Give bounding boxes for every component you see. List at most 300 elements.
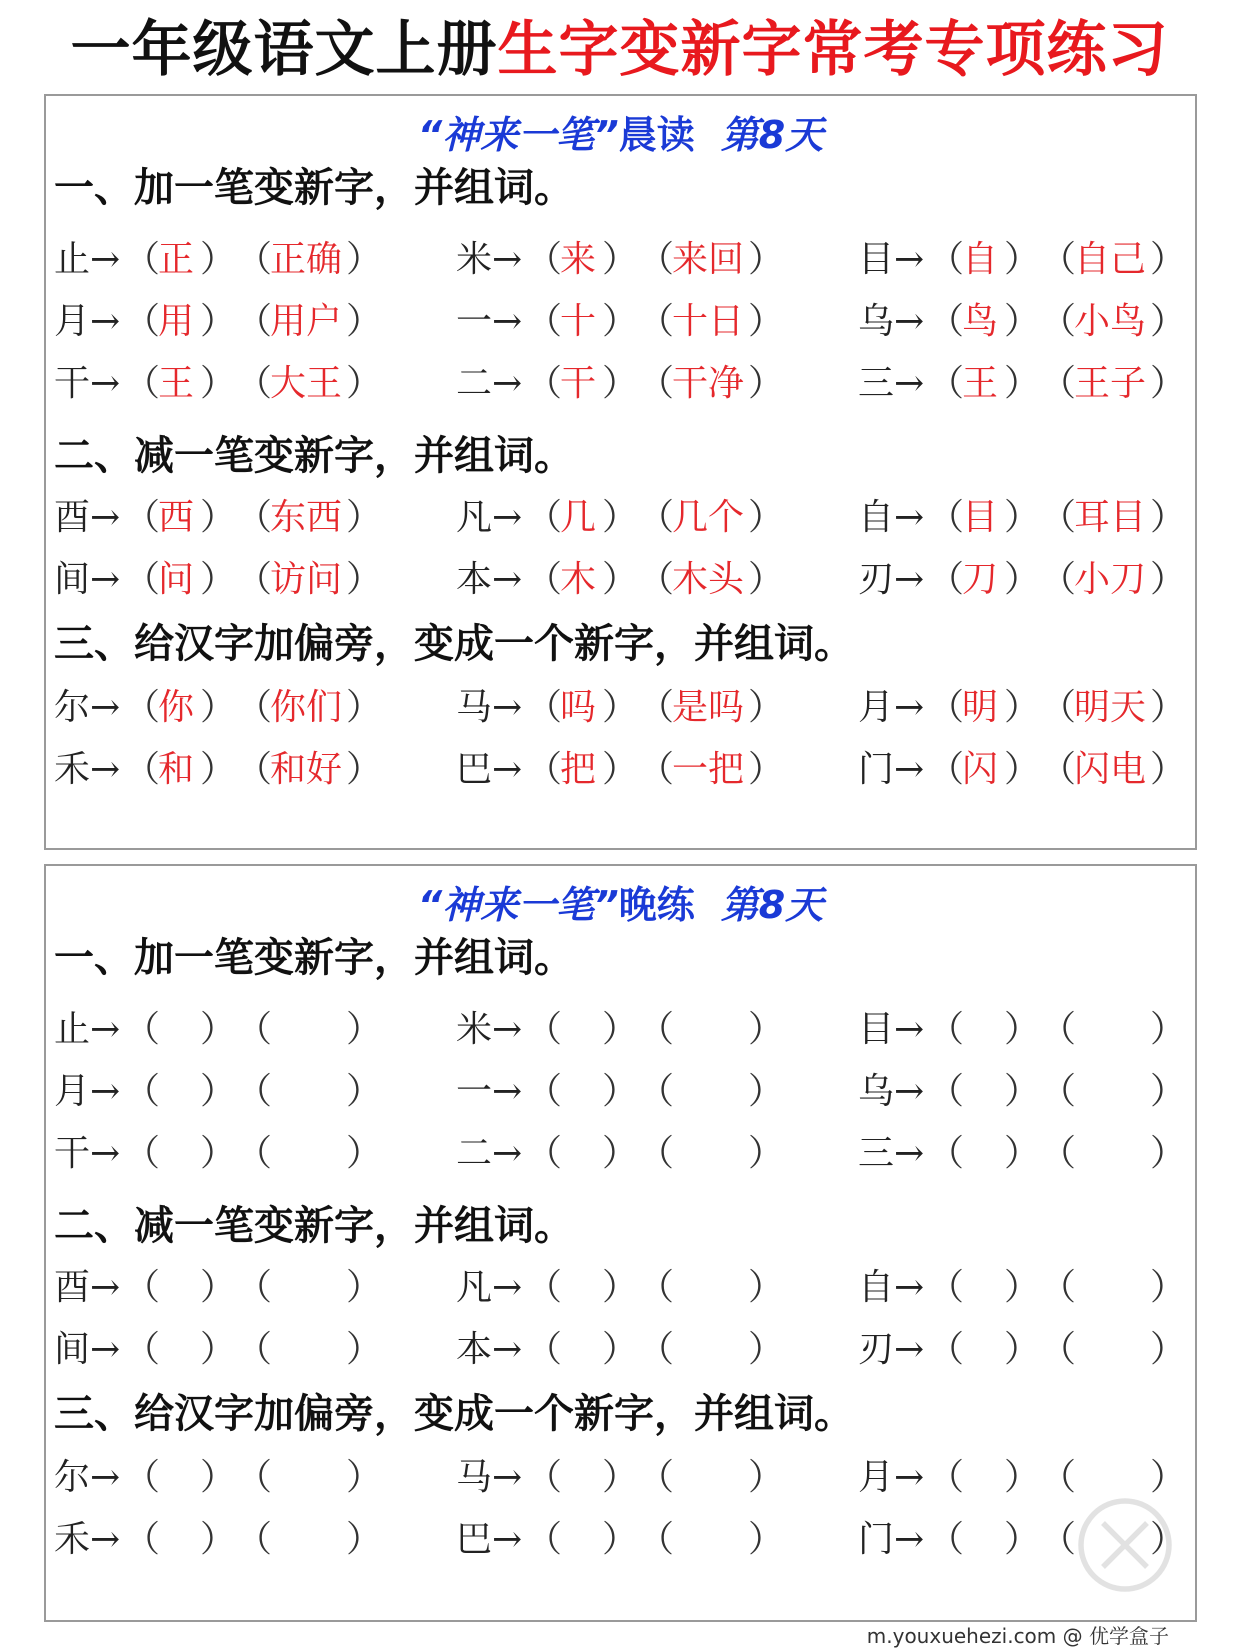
arrow-symbol: → — [492, 1133, 523, 1174]
paren-close: ） — [346, 497, 383, 538]
paren-close: ） — [748, 1133, 785, 1174]
paren-close: ） — [1150, 749, 1187, 790]
arrow-symbol: → — [894, 1133, 925, 1174]
paren-open: （ — [638, 1133, 675, 1174]
source-char: 酉 — [54, 1267, 91, 1308]
paren-close: ） — [1150, 687, 1187, 728]
paren-open: （ — [526, 749, 563, 790]
arrow-symbol: → — [492, 687, 523, 728]
arrow-symbol: → — [894, 1071, 925, 1112]
paren-close: ） — [346, 1329, 383, 1370]
paren-close: ） — [346, 363, 383, 404]
paren-close: ） — [748, 749, 785, 790]
answer-char: 和 — [158, 749, 195, 790]
answer-word: 用户 — [270, 301, 343, 342]
source-char: 月 — [54, 1071, 91, 1112]
page-title-topic: 生字变新字常考专项练习 — [497, 15, 1169, 85]
source-char: 月 — [858, 1457, 895, 1498]
arrow-symbol: → — [492, 559, 523, 600]
paren-open: （ — [124, 1267, 161, 1308]
paren-open: （ — [928, 239, 965, 280]
answer-word: 正确 — [270, 239, 343, 280]
arrow-symbol: → — [894, 363, 925, 404]
paren-close: ） — [602, 687, 639, 728]
paren-open: （ — [1040, 749, 1077, 790]
paren-open: （ — [928, 1519, 965, 1560]
section-heading: 二、减一笔变新字，并组词。 — [54, 433, 574, 479]
answer-char: 来 — [560, 239, 597, 280]
paren-close: ） — [1004, 301, 1041, 342]
paren-close: ） — [1004, 1519, 1041, 1560]
exercise-row — [46, 1006, 1195, 1054]
answer-word: 明天 — [1074, 687, 1147, 728]
paren-close: ） — [1150, 1009, 1187, 1050]
paren-open: （ — [124, 239, 161, 280]
paren-open: （ — [928, 1457, 965, 1498]
source-char: 三 — [858, 1133, 895, 1174]
exercise-row — [46, 556, 1195, 604]
source-char: 门 — [858, 1519, 895, 1560]
paren-open: （ — [236, 1457, 273, 1498]
paren-open: （ — [236, 687, 273, 728]
section-heading: 一、加一笔变新字，并组词。 — [54, 935, 574, 981]
arrow-symbol: → — [90, 497, 121, 538]
paren-open: （ — [1040, 1071, 1077, 1112]
paren-close: ） — [602, 749, 639, 790]
paren-close: ） — [346, 1133, 383, 1174]
answer-word: 访问 — [270, 559, 343, 600]
arrow-symbol: → — [90, 1009, 121, 1050]
answer-word: 干净 — [672, 363, 745, 404]
exercise-row — [46, 1326, 1195, 1374]
section-heading: 二、减一笔变新字，并组词。 — [54, 1203, 574, 1249]
paren-open: （ — [236, 1071, 273, 1112]
paren-close: ） — [346, 749, 383, 790]
paren-open: （ — [236, 1267, 273, 1308]
paren-close: ） — [1150, 1071, 1187, 1112]
paren-close: ） — [1004, 749, 1041, 790]
paren-close: ） — [602, 1457, 639, 1498]
paren-open: （ — [526, 301, 563, 342]
answer-char: 干 — [560, 363, 597, 404]
panel-kind: 晚练 — [618, 883, 695, 927]
paren-open: （ — [124, 1519, 161, 1560]
source-char: 间 — [54, 559, 91, 600]
paren-close: ） — [200, 1519, 237, 1560]
arrow-symbol: → — [492, 497, 523, 538]
paren-open: （ — [928, 363, 965, 404]
exercise-row — [46, 1454, 1195, 1502]
answer-char: 明 — [962, 687, 999, 728]
paren-open: （ — [638, 363, 675, 404]
paren-open: （ — [928, 749, 965, 790]
paren-close: ） — [748, 1329, 785, 1370]
answer-word: 王子 — [1074, 363, 1147, 404]
paren-open: （ — [638, 1519, 675, 1560]
paren-close: ） — [1004, 1457, 1041, 1498]
paren-open: （ — [124, 363, 161, 404]
answer-word: 闪电 — [1074, 749, 1147, 790]
paren-open: （ — [526, 239, 563, 280]
paren-open: （ — [638, 1457, 675, 1498]
quote-open: “ — [417, 113, 443, 157]
paren-open: （ — [638, 749, 675, 790]
paren-close: ） — [602, 1133, 639, 1174]
exercise-row — [46, 298, 1195, 346]
paren-close: ） — [602, 363, 639, 404]
paren-open: （ — [1040, 1519, 1077, 1560]
source-char: 月 — [54, 301, 91, 342]
paren-close: ） — [200, 1457, 237, 1498]
answer-char: 王 — [158, 363, 195, 404]
source-char: 马 — [456, 1457, 493, 1498]
arrow-symbol: → — [90, 687, 121, 728]
paren-close: ） — [1150, 1267, 1187, 1308]
morning-panel-title — [46, 112, 1195, 158]
paren-open: （ — [928, 1133, 965, 1174]
paren-close: ） — [200, 1071, 237, 1112]
paren-close: ） — [602, 1071, 639, 1112]
paren-open: （ — [638, 1071, 675, 1112]
watermark-logo-icon — [1070, 1490, 1180, 1600]
answer-char: 用 — [158, 301, 195, 342]
arrow-symbol: → — [492, 1329, 523, 1370]
paren-close: ） — [748, 559, 785, 600]
source-char: 尔 — [54, 1457, 91, 1498]
paren-open: （ — [526, 687, 563, 728]
source-char: 一 — [456, 301, 493, 342]
quote-close: ” — [594, 883, 619, 927]
paren-open: （ — [124, 1457, 161, 1498]
answer-word: 耳目 — [1074, 497, 1147, 538]
source-char: 巴 — [456, 1519, 493, 1560]
paren-close: ） — [1150, 1133, 1187, 1174]
source-char: 间 — [54, 1329, 91, 1370]
paren-close: ） — [346, 1519, 383, 1560]
paren-open: （ — [928, 1071, 965, 1112]
answer-word: 几个 — [672, 497, 745, 538]
answer-char: 自 — [962, 239, 999, 280]
source-char: 禾 — [54, 1519, 91, 1560]
evening-panel-title — [46, 882, 1195, 928]
paren-close: ） — [1004, 1267, 1041, 1308]
paren-open: （ — [526, 363, 563, 404]
paren-open: （ — [526, 559, 563, 600]
paren-open: （ — [236, 1133, 273, 1174]
paren-close: ） — [602, 1009, 639, 1050]
source-char: 尔 — [54, 687, 91, 728]
paren-open: （ — [526, 1457, 563, 1498]
paren-open: （ — [638, 239, 675, 280]
arrow-symbol: → — [90, 1267, 121, 1308]
source-char: 月 — [858, 687, 895, 728]
paren-close: ） — [1004, 687, 1041, 728]
paren-open: （ — [1040, 1267, 1077, 1308]
paren-open: （ — [638, 1267, 675, 1308]
arrow-symbol: → — [492, 363, 523, 404]
paren-open: （ — [236, 1329, 273, 1370]
answer-char: 你 — [158, 687, 195, 728]
paren-open: （ — [638, 497, 675, 538]
answer-char: 闪 — [962, 749, 999, 790]
paren-close: ） — [200, 363, 237, 404]
paren-close: ） — [748, 687, 785, 728]
source-char: 禾 — [54, 749, 91, 790]
answer-word: 是吗 — [672, 687, 745, 728]
arrow-symbol: → — [90, 559, 121, 600]
paren-close: ） — [602, 239, 639, 280]
paren-open: （ — [236, 1519, 273, 1560]
paren-open: （ — [526, 1267, 563, 1308]
paren-close: ） — [200, 687, 237, 728]
quote-close: ” — [594, 113, 619, 157]
paren-close: ） — [200, 1133, 237, 1174]
paren-open: （ — [124, 687, 161, 728]
paren-close: ） — [1004, 1009, 1041, 1050]
source-char: 门 — [858, 749, 895, 790]
paren-close: ） — [602, 301, 639, 342]
arrow-symbol: → — [894, 1009, 925, 1050]
panel-day: 第8天 — [720, 883, 824, 927]
paren-close: ） — [200, 1009, 237, 1050]
answer-char: 问 — [158, 559, 195, 600]
paren-open: （ — [1040, 301, 1077, 342]
answer-char: 十 — [560, 301, 597, 342]
paren-open: （ — [526, 1519, 563, 1560]
paren-open: （ — [1040, 1457, 1077, 1498]
answer-word: 来回 — [672, 239, 745, 280]
source-char: 米 — [456, 239, 493, 280]
paren-close: ） — [748, 363, 785, 404]
paren-close: ） — [748, 1009, 785, 1050]
answer-word: 小鸟 — [1074, 301, 1147, 342]
arrow-symbol: → — [894, 687, 925, 728]
paren-close: ） — [346, 687, 383, 728]
arrow-symbol: → — [90, 239, 121, 280]
paren-open: （ — [1040, 559, 1077, 600]
arrow-symbol: → — [492, 239, 523, 280]
source-char: 止 — [54, 239, 91, 280]
answer-char: 目 — [962, 497, 999, 538]
paren-open: （ — [928, 559, 965, 600]
exercise-row — [46, 494, 1195, 542]
answer-char: 刀 — [962, 559, 999, 600]
morning-panel — [44, 94, 1197, 850]
source-char: 止 — [54, 1009, 91, 1050]
arrow-symbol: → — [894, 749, 925, 790]
paren-open: （ — [928, 497, 965, 538]
paren-open: （ — [236, 749, 273, 790]
paren-open: （ — [124, 301, 161, 342]
answer-word: 自己 — [1074, 239, 1147, 280]
panel-name: 神来一笔 — [442, 113, 595, 157]
paren-close: ） — [748, 1519, 785, 1560]
paren-open: （ — [1040, 239, 1077, 280]
paren-close: ） — [1150, 1457, 1187, 1498]
evening-panel — [44, 864, 1197, 1622]
paren-close: ） — [346, 1267, 383, 1308]
answer-char: 木 — [560, 559, 597, 600]
paren-close: ） — [346, 559, 383, 600]
source-char: 干 — [54, 363, 91, 404]
exercise-row — [46, 746, 1195, 794]
arrow-symbol: → — [894, 497, 925, 538]
source-char: 酉 — [54, 497, 91, 538]
paren-open: （ — [1040, 1009, 1077, 1050]
paren-open: （ — [928, 301, 965, 342]
arrow-symbol: → — [894, 1519, 925, 1560]
paren-close: ） — [1004, 497, 1041, 538]
answer-char: 王 — [962, 363, 999, 404]
source-char: 目 — [858, 239, 895, 280]
paren-close: ） — [346, 1071, 383, 1112]
paren-open: （ — [928, 1267, 965, 1308]
answer-char: 鸟 — [962, 301, 999, 342]
paren-open: （ — [236, 301, 273, 342]
paren-close: ） — [1150, 363, 1187, 404]
arrow-symbol: → — [492, 1457, 523, 1498]
arrow-symbol: → — [492, 1519, 523, 1560]
answer-word: 木头 — [672, 559, 745, 600]
page-title-main: 一年级语文上册 — [70, 15, 498, 85]
paren-open: （ — [124, 1133, 161, 1174]
paren-open: （ — [928, 1009, 965, 1050]
source-char: 本 — [456, 559, 493, 600]
footer-credit: m.youxuehezi.com @ 优学盒子 — [866, 1624, 1169, 1648]
source-char: 本 — [456, 1329, 493, 1370]
paren-close: ） — [346, 1457, 383, 1498]
paren-open: （ — [1040, 1133, 1077, 1174]
source-char: 乌 — [858, 1071, 895, 1112]
exercise-row — [46, 1516, 1195, 1564]
answer-word: 和好 — [270, 749, 343, 790]
source-char: 三 — [858, 363, 895, 404]
paren-close: ） — [748, 301, 785, 342]
paren-close: ） — [748, 1071, 785, 1112]
arrow-symbol: → — [90, 363, 121, 404]
panel-name: 神来一笔 — [442, 883, 595, 927]
paren-open: （ — [236, 363, 273, 404]
arrow-symbol: → — [492, 1009, 523, 1050]
paren-close: ） — [602, 1329, 639, 1370]
paren-close: ） — [200, 559, 237, 600]
paren-close: ） — [346, 239, 383, 280]
answer-word: 大王 — [270, 363, 343, 404]
answer-word: 十日 — [672, 301, 745, 342]
paren-close: ） — [1004, 239, 1041, 280]
answer-char: 几 — [560, 497, 597, 538]
source-char: 米 — [456, 1009, 493, 1050]
paren-open: （ — [1040, 687, 1077, 728]
arrow-symbol: → — [492, 1071, 523, 1112]
paren-close: ） — [1150, 239, 1187, 280]
source-char: 目 — [858, 1009, 895, 1050]
paren-open: （ — [236, 559, 273, 600]
arrow-symbol: → — [894, 1329, 925, 1370]
paren-open: （ — [638, 301, 675, 342]
paren-open: （ — [638, 1009, 675, 1050]
source-char: 凡 — [456, 497, 493, 538]
paren-open: （ — [124, 497, 161, 538]
paren-open: （ — [1040, 1329, 1077, 1370]
paren-open: （ — [638, 1329, 675, 1370]
source-char: 一 — [456, 1071, 493, 1112]
paren-close: ） — [1150, 497, 1187, 538]
answer-char: 吗 — [560, 687, 597, 728]
paren-open: （ — [638, 559, 675, 600]
panel-kind: 晨读 — [618, 113, 695, 157]
paren-open: （ — [526, 497, 563, 538]
section-heading: 三、给汉字加偏旁，变成一个新字，并组词。 — [54, 621, 854, 667]
paren-open: （ — [928, 1329, 965, 1370]
paren-close: ） — [200, 239, 237, 280]
section-heading: 一、加一笔变新字，并组词。 — [54, 165, 574, 211]
paren-close: ） — [200, 749, 237, 790]
paren-close: ） — [1150, 301, 1187, 342]
paren-close: ） — [602, 497, 639, 538]
source-char: 刃 — [858, 559, 895, 600]
paren-close: ） — [1150, 1329, 1187, 1370]
arrow-symbol: → — [492, 749, 523, 790]
answer-word: 东西 — [270, 497, 343, 538]
paren-open: （ — [236, 239, 273, 280]
answer-char: 把 — [560, 749, 597, 790]
paren-open: （ — [236, 1009, 273, 1050]
paren-close: ） — [1004, 559, 1041, 600]
arrow-symbol: → — [492, 1267, 523, 1308]
source-char: 干 — [54, 1133, 91, 1174]
arrow-symbol: → — [894, 1267, 925, 1308]
source-char: 巴 — [456, 749, 493, 790]
paren-open: （ — [124, 1071, 161, 1112]
arrow-symbol: → — [894, 301, 925, 342]
paren-close: ） — [602, 559, 639, 600]
exercise-row — [46, 1130, 1195, 1178]
exercise-row — [46, 236, 1195, 284]
panel-day: 第8天 — [720, 113, 824, 157]
answer-word: 你们 — [270, 687, 343, 728]
source-char: 自 — [858, 1267, 895, 1308]
source-char: 刃 — [858, 1329, 895, 1370]
arrow-symbol: → — [90, 1133, 121, 1174]
paren-open: （ — [1040, 363, 1077, 404]
paren-open: （ — [124, 1009, 161, 1050]
paren-open: （ — [124, 1329, 161, 1370]
source-char: 乌 — [858, 301, 895, 342]
exercise-row — [46, 684, 1195, 732]
paren-close: ） — [748, 1457, 785, 1498]
paren-close: ） — [602, 1267, 639, 1308]
exercise-row — [46, 360, 1195, 408]
answer-word: 一把 — [672, 749, 745, 790]
paren-close: ） — [200, 301, 237, 342]
page-title — [0, 14, 1239, 86]
paren-open: （ — [928, 687, 965, 728]
paren-close: ） — [1004, 1133, 1041, 1174]
paren-close: ） — [1004, 1329, 1041, 1370]
arrow-symbol: → — [90, 1071, 121, 1112]
source-char: 二 — [456, 363, 493, 404]
arrow-symbol: → — [90, 1329, 121, 1370]
paren-close: ） — [200, 497, 237, 538]
paren-close: ） — [346, 301, 383, 342]
arrow-symbol: → — [90, 1519, 121, 1560]
paren-open: （ — [526, 1009, 563, 1050]
paren-open: （ — [526, 1329, 563, 1370]
paren-close: ） — [1004, 363, 1041, 404]
arrow-symbol: → — [894, 559, 925, 600]
arrow-symbol: → — [492, 301, 523, 342]
